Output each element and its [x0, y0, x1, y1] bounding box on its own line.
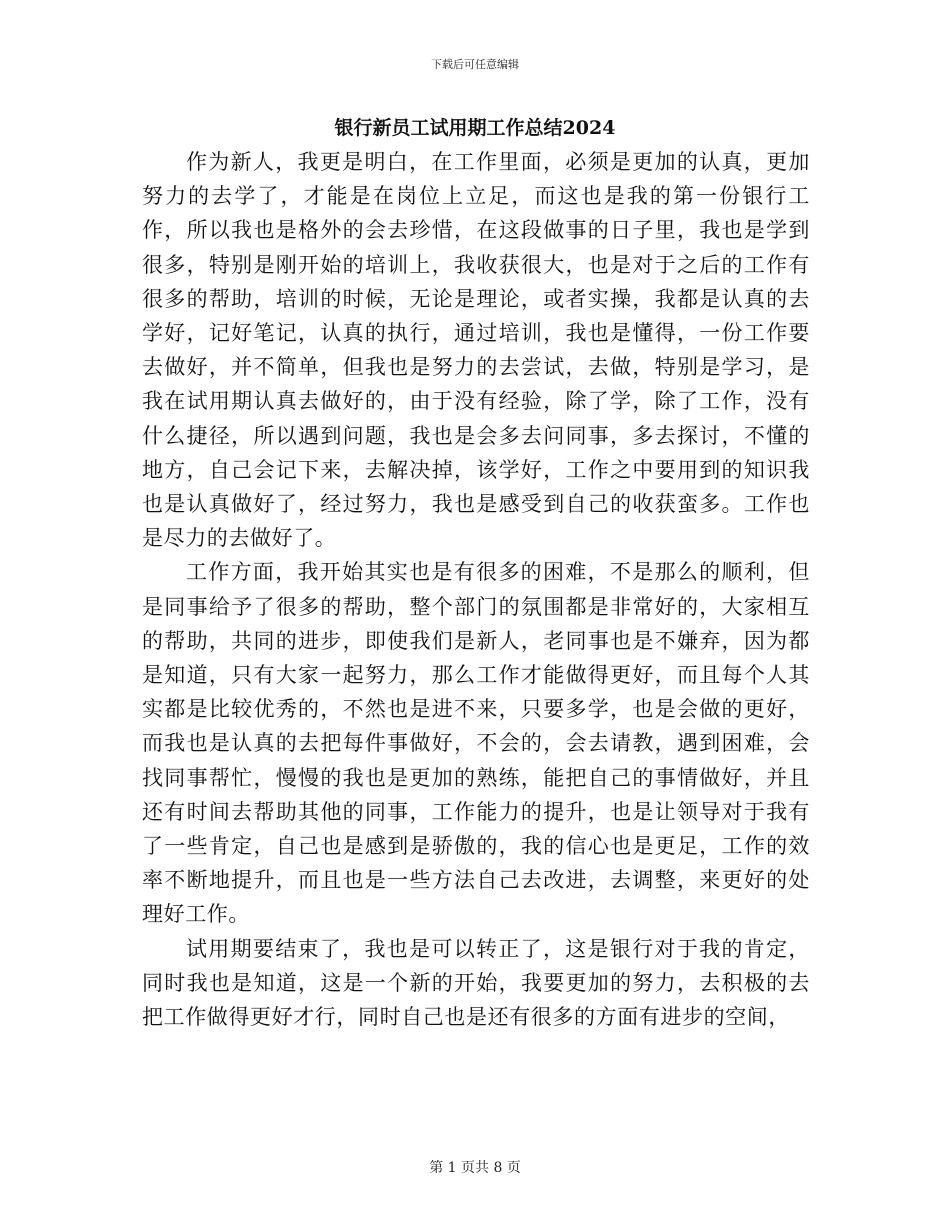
document-title: 银行新员工试用期工作总结2024	[334, 117, 616, 139]
document-body	[142, 145, 810, 1034]
paragraph-1: 作为新人，我更是明白，在工作里面，必须是更加的认真，更加努力的去学了，才能是在岗位上立足，而这也是我的第一份银行工作，所以我也是格外的会去珍惜，在这段做事的日子里，我也是学到很多，特别是刚开始的培训上，我收获很大，也是对于之后的工作有很多的帮助，培训的时候，无论是理论，或者实操，我都是认真的去学好，记好笔记，认真的执行，通过培训，我也是懂得，一份工作要去做好，并不简单，但我也是努力的去尝试，去做，特别是学习，是我在试用期认真去做好的，由于没有经验，除了学，除了工作，没有什么捷径，所以遇到问题，我也是会多去问同事，多去探讨，不懂的地方，自己会记下来，去解决掉，该学好，工作之中要用到的知识我也是认真做好了，经过努力，我也是感受到自己的收获蛮多。工作也是尽力的去做好了。	[142, 150, 810, 551]
paragraph-3: 试用期要结束了，我也是可以转正了，这是银行对于我的肯定，同时我也是知道，这是一个新的开始，我要更加的努力，去积极的去把工作做得更好才行，同时自己也是还有很多的方面有进步的空间，	[142, 936, 810, 1030]
paragraph-2: 工作方面，我开始其实也是有很多的困难，不是那么的顺利，但是同事给予了很多的帮助，整个部门的氛围都是非常好的，大家相互的帮助，共同的进步，即使我们是新人，老同事也是不嫌弃，因为都是知道，只有大家一起努力，那么工作才能做得更好，而且每个人其实都是比较优秀的，不然也是进不来，只要多学，也是会做的更好，而我也是认真的去把每件事做好，不会的，会去请教，遇到困难，会找同事帮忙，慢慢的我也是更加的熟练，能把自己的事情做好，并且还有时间去帮助其他的同事，工作能力的提升，也是让领导对于我有了一些肯定，自己也是感到是骄傲的，我的信心也是更足，工作的效率不断地提升，而且也是一些方法自己去改进，去调整，来更好的处理好工作。	[142, 560, 810, 927]
header-note: 下载后可任意编辑	[431, 58, 519, 71]
page-number-footer: 第 1 页共 8 页	[429, 1160, 521, 1176]
